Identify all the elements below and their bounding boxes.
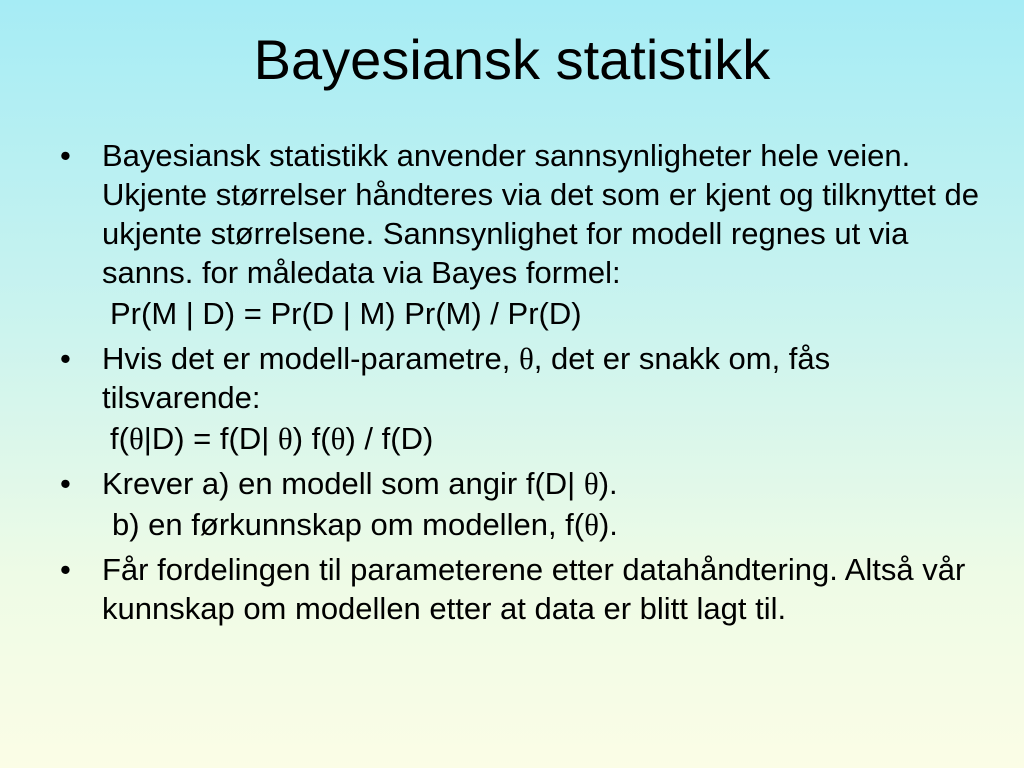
bayes-formula: Pr(M | D) = Pr(D | M) Pr(M) / Pr(D) xyxy=(110,296,582,331)
bullet-text-part: Hvis det er modell-parametre, xyxy=(102,341,519,376)
formula-part: ) / f(D) xyxy=(345,421,434,456)
bullet-item-requirements xyxy=(58,464,988,544)
subline-part: b) en førkunnskap om modellen, f( xyxy=(112,507,585,542)
theta-symbol: θ xyxy=(128,421,144,456)
formula-part: ) f( xyxy=(292,421,331,456)
theta-symbol: θ xyxy=(330,421,346,456)
theta-symbol: θ xyxy=(518,341,534,376)
bullet-icon: • xyxy=(60,138,71,173)
theta-symbol: θ xyxy=(583,466,599,501)
prior-knowledge-line xyxy=(102,505,988,544)
theta-symbol: θ xyxy=(584,507,599,542)
bullet-icon: • xyxy=(60,341,71,376)
bullet-icon: • xyxy=(60,466,71,501)
bullet-text: Får fordelingen til parameterene etter datahåndtering. Altså vår kunnskap om modellen etter at data er blitt lagt til. xyxy=(102,552,966,626)
bullet-text-part: , det er snakk om, fås tilsvarende: xyxy=(102,341,831,415)
bullet-text-part: ). xyxy=(598,466,618,501)
bullet-item-model-parameters xyxy=(58,339,988,458)
theta-symbol: θ xyxy=(277,421,293,456)
bullet-list xyxy=(58,136,988,634)
bullet-item-posterior xyxy=(58,550,988,628)
bullet-item-bayesian-statistics xyxy=(58,136,988,333)
formula-part: |D) = f(D| xyxy=(143,421,278,456)
subline-part: ). xyxy=(598,507,618,542)
formula-part: f( xyxy=(110,421,129,456)
parameter-formula xyxy=(102,419,988,458)
bullet-text: Bayesiansk statistikk anvender sannsynligheter hele veien. Ukjente størrelser håndteres via det som er kjent og tilknyttet de ukjente størrelsene. Sannsynlighet for modell regnes ut via sanns. for måledata via Bayes formel: xyxy=(102,138,980,290)
bullet-icon: • xyxy=(60,552,71,587)
bullet-text-part: Krever a) en modell som angir f(D| xyxy=(102,466,584,501)
slide-title: Bayesiansk statistikk xyxy=(253,28,771,91)
